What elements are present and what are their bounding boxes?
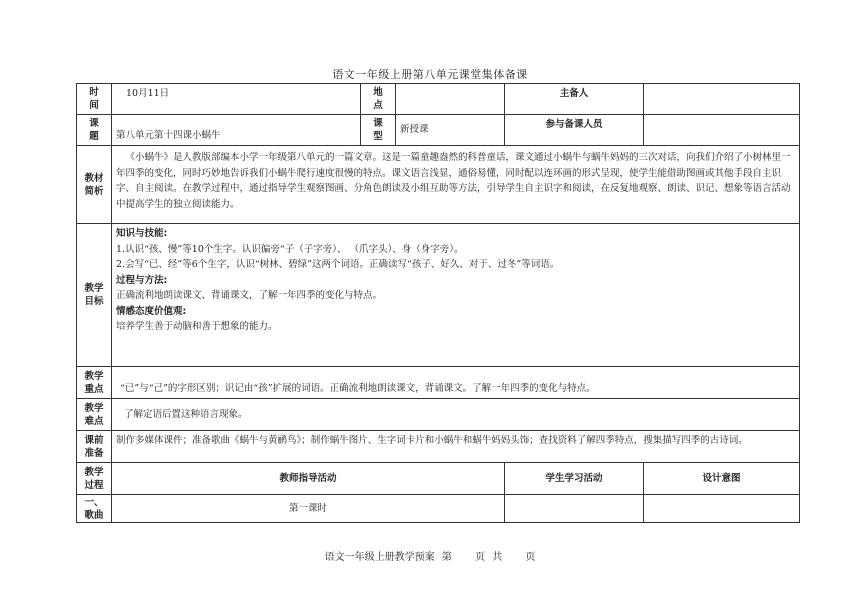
first-lesson-label: 第一课时 — [112, 495, 505, 523]
difficulties-label: 教学 难点 — [77, 399, 112, 431]
analysis-label: 教材 简析 — [77, 146, 112, 224]
row-difficulties — [77, 399, 800, 431]
goals-content — [112, 224, 800, 367]
preparation-text: 制作多媒体课件；准备歌曲《蜗牛与黄鹂鸟》；制作蜗牛图片、生字词卡片和小蜗牛和蜗牛妈妈头饰；查找资料了解四季特点，搜集描写四季的古诗词。 — [112, 431, 800, 463]
knowledge-heading: 知识与技能: — [116, 228, 168, 239]
row-time — [77, 84, 800, 115]
process-heading: 过程与方法: — [116, 274, 168, 286]
lesson-plan-table — [76, 83, 800, 523]
knowledge-item-1: 1.认识“孩、慢”等10个生字。认识偏旁“子（子字旁）、 （爪字头）、身（身字旁）。 — [116, 243, 464, 255]
participants-value — [644, 115, 800, 146]
key-points-text: “已”与“己”的字形区别；识记由“孩”扩展的词语。正确流利地朗读课文，背诵课文。了解一年四季的变化与特点。 — [112, 367, 800, 399]
difficulties-text: 了解定语后置这种语言现象。 — [112, 399, 800, 431]
type-label: 课 型 — [361, 115, 396, 146]
footer-text: 语文一年级上册教学预案 — [324, 552, 435, 563]
row-topic — [77, 115, 800, 146]
process-text: 正确流利地朗读课文、背诵课文，了解一年四季的变化与特点。 — [116, 290, 383, 301]
col-design-intent: 设计意图 — [644, 463, 800, 495]
process-label: 教学 过程 — [77, 463, 112, 495]
song-design-cell — [644, 495, 800, 523]
song-student-cell — [505, 495, 644, 523]
footer-total-suffix: 页 — [525, 552, 536, 563]
topic-label: 课 题 — [77, 115, 112, 146]
key-points-label: 教学 重点 — [77, 367, 112, 399]
row-song — [77, 495, 800, 523]
footer-page-suffix: 页 — [475, 552, 485, 563]
row-analysis — [77, 146, 800, 224]
song-label: 一、 歌曲 — [77, 495, 112, 523]
row-key-points — [77, 367, 800, 399]
page-footer — [0, 548, 860, 563]
participants-label: 参与备课人员 — [505, 115, 644, 146]
footer-total-prefix: 共 — [492, 552, 503, 563]
preparation-label: 课前 准备 — [77, 431, 112, 463]
document-title: 语文一年级上册第八单元课堂集体备课 — [332, 68, 528, 81]
preparer-value — [644, 84, 800, 115]
topic-value: 第八单元第十四课小蜗牛 — [112, 115, 361, 146]
row-goals — [77, 224, 800, 367]
knowledge-item-2: 2.会写“已、经”等6个生字，认识“树林、碧绿”这两个词语。正确读写“孩子、好久、对于、过冬”等词语。 — [116, 259, 560, 270]
row-process-header — [77, 463, 800, 495]
type-value: 新授课 — [396, 115, 505, 146]
place-label: 地 点 — [361, 84, 396, 115]
footer-page-prefix: 第 — [441, 552, 452, 563]
goals-label: 教学 目标 — [77, 224, 112, 367]
row-preparation — [77, 431, 800, 463]
analysis-text-cell — [112, 146, 800, 224]
col-student-activity: 学生学习活动 — [505, 463, 644, 495]
emotion-text: 培养学生善于动脑和善于想象的能力。 — [116, 321, 278, 332]
preparer-label: 主备人 — [505, 84, 644, 115]
analysis-text: 《小蜗牛》是人教版部编本小学一年级第八单元的一篇文章。这是一篇童趣盎然的科普童话，课文通过小蜗牛与蜗牛妈妈的三次对话，向我们介绍了小树林里一年四季的变化，同时巧妙地告诉我们小蜗牛爬行速度很慢的特点。课文语言浅显，通俗易懂，同时配以连环画的形式呈现，使学生能借助图画或其他手段自主识字、自主阅读。在教学过程中，通过指导学生观察图画、分角色朗读及小组互助等方法，引导学生自主识字和阅读，在反复地观察、朗读、识记、想象等语言活动中提高学生的独立阅读能力。 — [116, 152, 791, 210]
place-value — [396, 84, 505, 115]
emotion-heading: 情感态度价值观: — [116, 305, 187, 317]
col-teacher-activity: 教师指导活动 — [112, 463, 505, 495]
time-value: 10月11日 — [112, 84, 361, 115]
time-label: 时 间 — [77, 84, 112, 115]
